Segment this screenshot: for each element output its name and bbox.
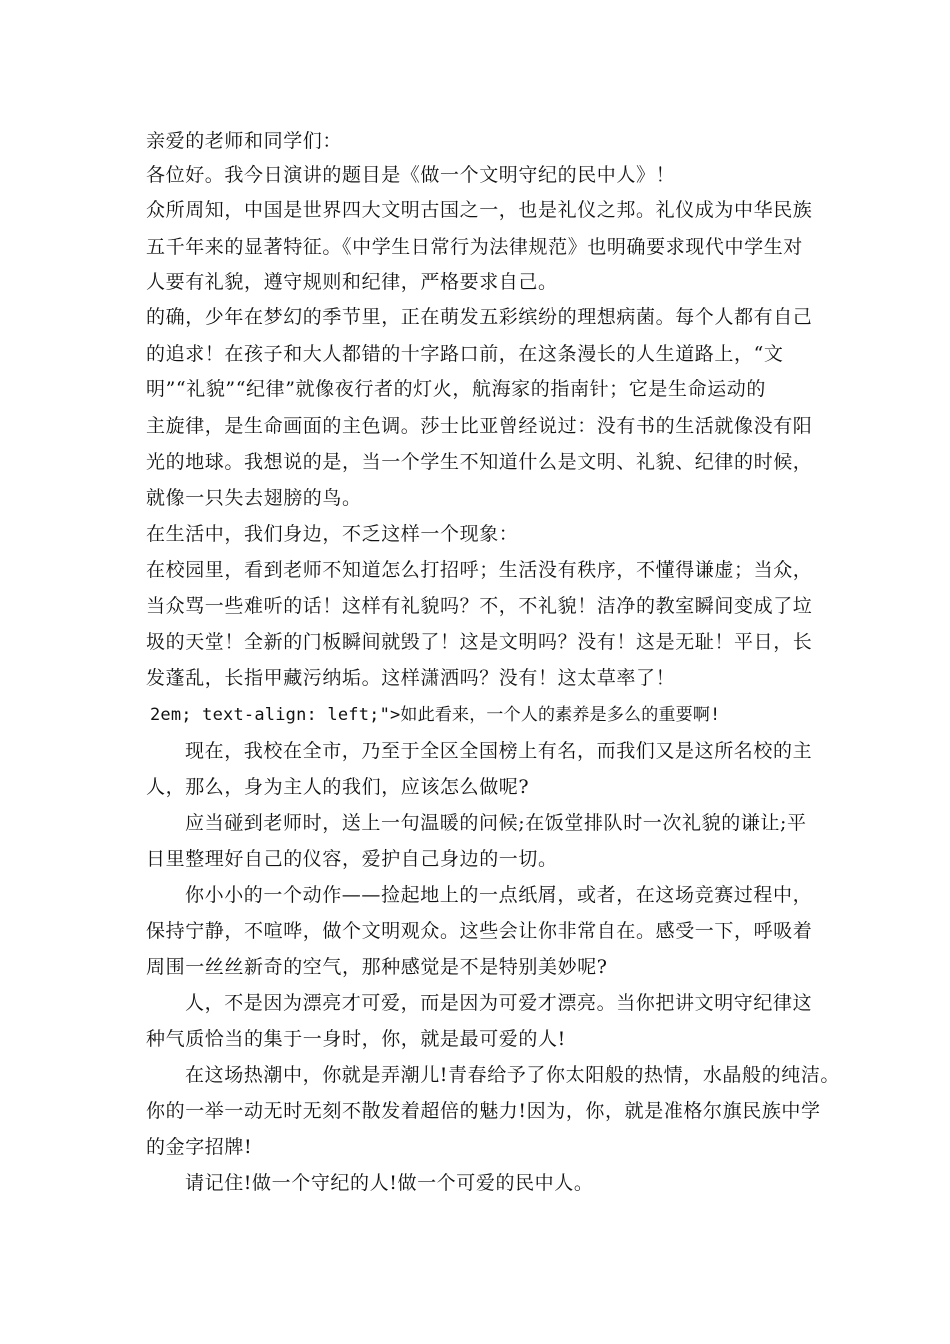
- text-line: 各位好。我今日演讲的题目是《做一个文明守纪的民中人》！: [146, 164, 676, 186]
- text-line: 现在，我校在全市，乃至于全区全国榜上有名，而我们又是这所名校的主: [185, 740, 813, 762]
- text-line: 人，不是因为漂亮才可爱，而是因为可爱才漂亮。当你把讲文明守纪律这: [185, 992, 813, 1014]
- text-line: 周围一丝丝新奇的空气，那种感觉是不是特别美妙呢?: [146, 956, 608, 978]
- text-line: 的确，少年在梦幻的季节里，正在萌发五彩缤纷的理想病菌。每个人都有自己: [146, 306, 813, 328]
- text-line: 在校园里，看到老师不知道怎么打招呼；生活没有秩序，不懂得谦虚；当众，: [146, 559, 813, 581]
- text-line: 就像一只失去翅膀的鸟。: [146, 487, 362, 509]
- text-line: 应当碰到老师时，送上一句温暖的问候;在饭堂排队时一次礼貌的谦让;平: [185, 812, 807, 834]
- text-line: 明”“礼貌”“纪律”就像夜行者的灯火，航海家的指南针；它是生命运动的: [146, 378, 766, 400]
- text-line: 人要有礼貌，遵守规则和纪律，严格要求自己。: [146, 271, 558, 293]
- text-line: 圾的天堂！全新的门板瞬间就毁了！这是文明吗？没有！这是无耻！平日，长: [146, 631, 813, 653]
- text-line: 当众骂一些难听的话！这样有礼貌吗？不，不礼貌！洁净的教室瞬间变成了垃: [146, 595, 813, 617]
- text-line: 种气质恰当的集于一身时，你，就是最可爱的人!: [146, 1028, 566, 1050]
- text-line: 请记住!做一个守纪的人!做一个可爱的民中人。: [185, 1172, 594, 1194]
- text-line: 在这场热潮中，你就是弄潮儿!青春给予了你太阳般的热情，水晶般的纯洁。: [185, 1064, 841, 1086]
- text-line: 光的地球。我想说的是，当一个学生不知道什么是文明、礼貌、纪律的时候，: [146, 451, 813, 473]
- text-line: 亲爱的老师和同学们：: [146, 130, 343, 152]
- text-line: 主旋律，是生命画面的主色调。莎士比亚曾经说过：没有书的生活就像没有阳: [146, 415, 813, 437]
- text-line: 众所周知，中国是世界四大文明古国之一，也是礼仪之邦。礼仪成为中华民族: [146, 199, 813, 221]
- text-line: 保持宁静，不喧哗，做个文明观众。这些会让你非常自在。感受一下，呼吸着: [146, 920, 813, 942]
- markup-artifact-line: 2em; text-align: left;">如此看来，一个人的素养是多么的重要啊!: [150, 705, 721, 725]
- text-line: 人，那么，身为主人的我们，应该怎么做呢?: [146, 776, 530, 798]
- text-line: 你小小的一个动作——捡起地上的一点纸屑，或者，在这场竞赛过程中，: [185, 884, 813, 906]
- text-line: 日里整理好自己的仪容，爱护自己身边的一切。: [146, 848, 558, 870]
- text-line: 的金字招牌!: [146, 1136, 253, 1158]
- text-line: 的追求！在孩子和大人都错的十字路口前，在这条漫长的人生道路上，“文: [146, 343, 784, 365]
- text-line: 你的一举一动无时无刻不散发着超倍的魅力!因为，你，就是准格尔旗民族中学: [146, 1100, 821, 1122]
- text-line: 发蓬乱，长指甲藏污纳垢。这样潇洒吗？没有！这太草率了！: [146, 667, 676, 689]
- text-line: 五千年来的显著特征。《中学生日常行为法律规范》也明确要求现代中学生对: [146, 236, 803, 258]
- text-line: 在生活中，我们身边，不乏这样一个现象：: [146, 523, 519, 545]
